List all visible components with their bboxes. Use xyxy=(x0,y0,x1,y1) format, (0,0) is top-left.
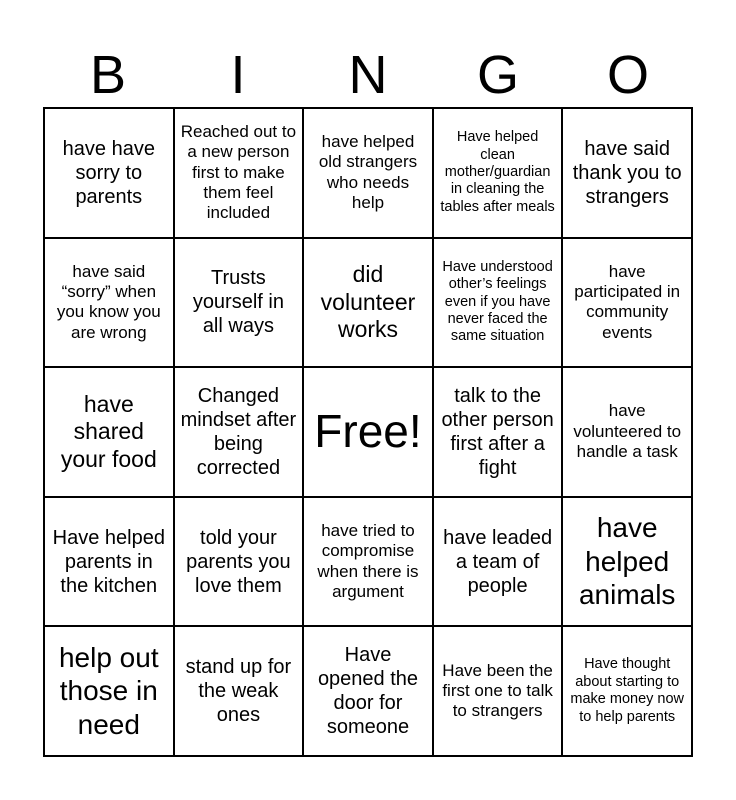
header-letter-n: N xyxy=(348,45,388,105)
bingo-cell-r5-c4[interactable]: Have been the first one to talk to strangers xyxy=(434,627,564,757)
bingo-cell-r1-c5[interactable]: have said thank you to strangers xyxy=(563,109,693,239)
bingo-cell-r3-c2[interactable]: Changed mindset after being corrected xyxy=(175,368,305,498)
bingo-cell-r4-c4[interactable]: have leaded a team of people xyxy=(434,498,564,628)
bingo-cell-r2-c4[interactable]: Have understood other’s feelings even if you have never faced the same situation xyxy=(434,239,564,369)
bingo-cell-r4-c1[interactable]: Have helped parents in the kitchen xyxy=(45,498,175,628)
bingo-cell-r1-c4[interactable]: Have helped clean mother/guardian in cleaning the tables after meals xyxy=(434,109,564,239)
bingo-cell-r3-c4[interactable]: talk to the other person first after a fight xyxy=(434,368,564,498)
bingo-cell-r3-c5[interactable]: have volunteered to handle a task xyxy=(563,368,693,498)
bingo-cell-r5-c3[interactable]: Have opened the door for someone xyxy=(304,627,434,757)
bingo-cell-r2-c3[interactable]: did volunteer works xyxy=(304,239,434,369)
bingo-cell-r2-c2[interactable]: Trusts yourself in all ways xyxy=(175,239,305,369)
bingo-cell-r5-c5[interactable]: Have thought about starting to make money now to help parents xyxy=(563,627,693,757)
bingo-cell-r5-c2[interactable]: stand up for the weak ones xyxy=(175,627,305,757)
bingo-cell-r4-c3[interactable]: have tried to compromise when there is argument xyxy=(304,498,434,628)
header-letter-i: I xyxy=(230,45,246,105)
bingo-cell-r2-c5[interactable]: have participated in community events xyxy=(563,239,693,369)
header-letter-o: O xyxy=(606,45,649,105)
bingo-cell-r1-c3[interactable]: have helped old strangers who needs help xyxy=(304,109,434,239)
header-letter-g: G xyxy=(476,45,519,105)
bingo-cell-r2-c1[interactable]: have said “sorry” when you know you are wrong xyxy=(45,239,175,369)
bingo-cell-r1-c1[interactable]: have have sorry to parents xyxy=(45,109,175,239)
bingo-header xyxy=(43,44,693,106)
bingo-grid xyxy=(43,107,693,757)
free-space[interactable]: Free! xyxy=(304,368,434,498)
header-letter-b: B xyxy=(89,45,127,105)
bingo-cell-r4-c2[interactable]: told your parents you love them xyxy=(175,498,305,628)
bingo-cell-r4-c5[interactable]: have helped animals xyxy=(563,498,693,628)
bingo-cell-r1-c2[interactable]: Reached out to a new person first to make them feel included xyxy=(175,109,305,239)
bingo-cell-r3-c1[interactable]: have shared your food xyxy=(45,368,175,498)
bingo-cell-r5-c1[interactable]: help out those in need xyxy=(45,627,175,757)
